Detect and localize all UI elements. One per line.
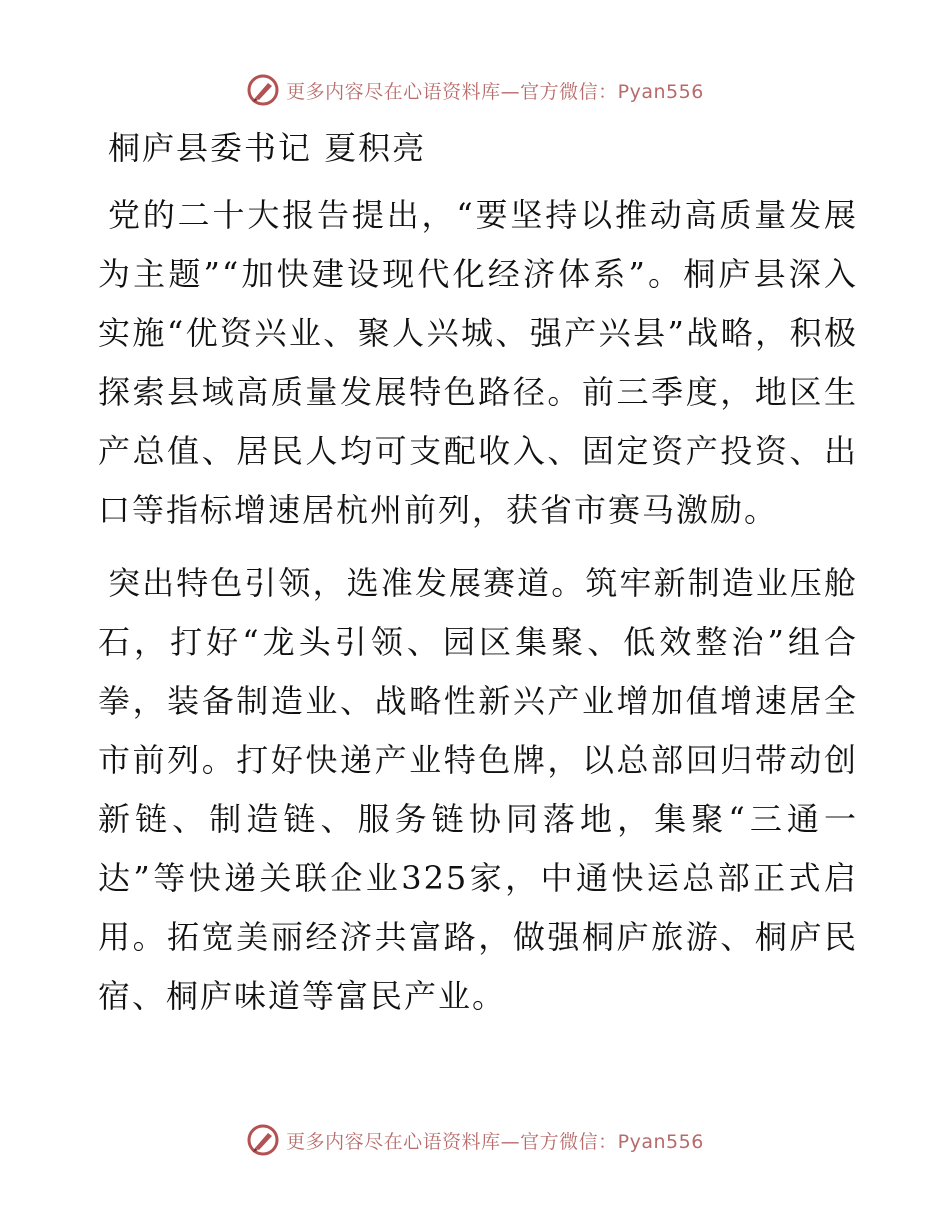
author-byline: 桐庐县委书记 夏积亮	[108, 129, 427, 167]
document-body	[98, 124, 858, 1040]
paragraph-1: 党的二十大报告提出，“要坚持以推动高质量发展为主题”“加快建设现代化经济体系”。桐庐县深入实施“优资兴业、聚人兴城、强产兴县”战略，积极探索县域高质量发展特色路径。前三季度，地区生产总值、居民人均可支配收入、固定资产投资、出口等指标增速居杭州前列，获省市赛马激励。	[98, 196, 858, 529]
watermark-banner-bottom	[0, 1122, 950, 1158]
watermark-banner-top	[0, 72, 950, 108]
watermark-text: 更多内容尽在心语资料库—官方微信：Pyan556	[286, 1130, 704, 1153]
paragraph-2: 突出特色引领，选准发展赛道。筑牢新制造业压舱石，打好“龙头引领、园区集聚、低效整治”组合拳，装备制造业、战略性新兴产业增加值增速居全市前列。打好快递产业特色牌，以总部回归带动创新链、制造链、服务链协同落地，集聚“三通一达”等快递关联企业325家，中通快运总部正式启用。拓宽美丽经济共富路，做强桐庐旅游、桐庐民宿、桐庐味道等富民产业。	[98, 564, 858, 1015]
pen-circle-icon	[246, 73, 280, 107]
pen-circle-icon	[246, 1123, 280, 1157]
watermark-text: 更多内容尽在心语资料库—官方微信：Pyan556	[286, 80, 704, 103]
